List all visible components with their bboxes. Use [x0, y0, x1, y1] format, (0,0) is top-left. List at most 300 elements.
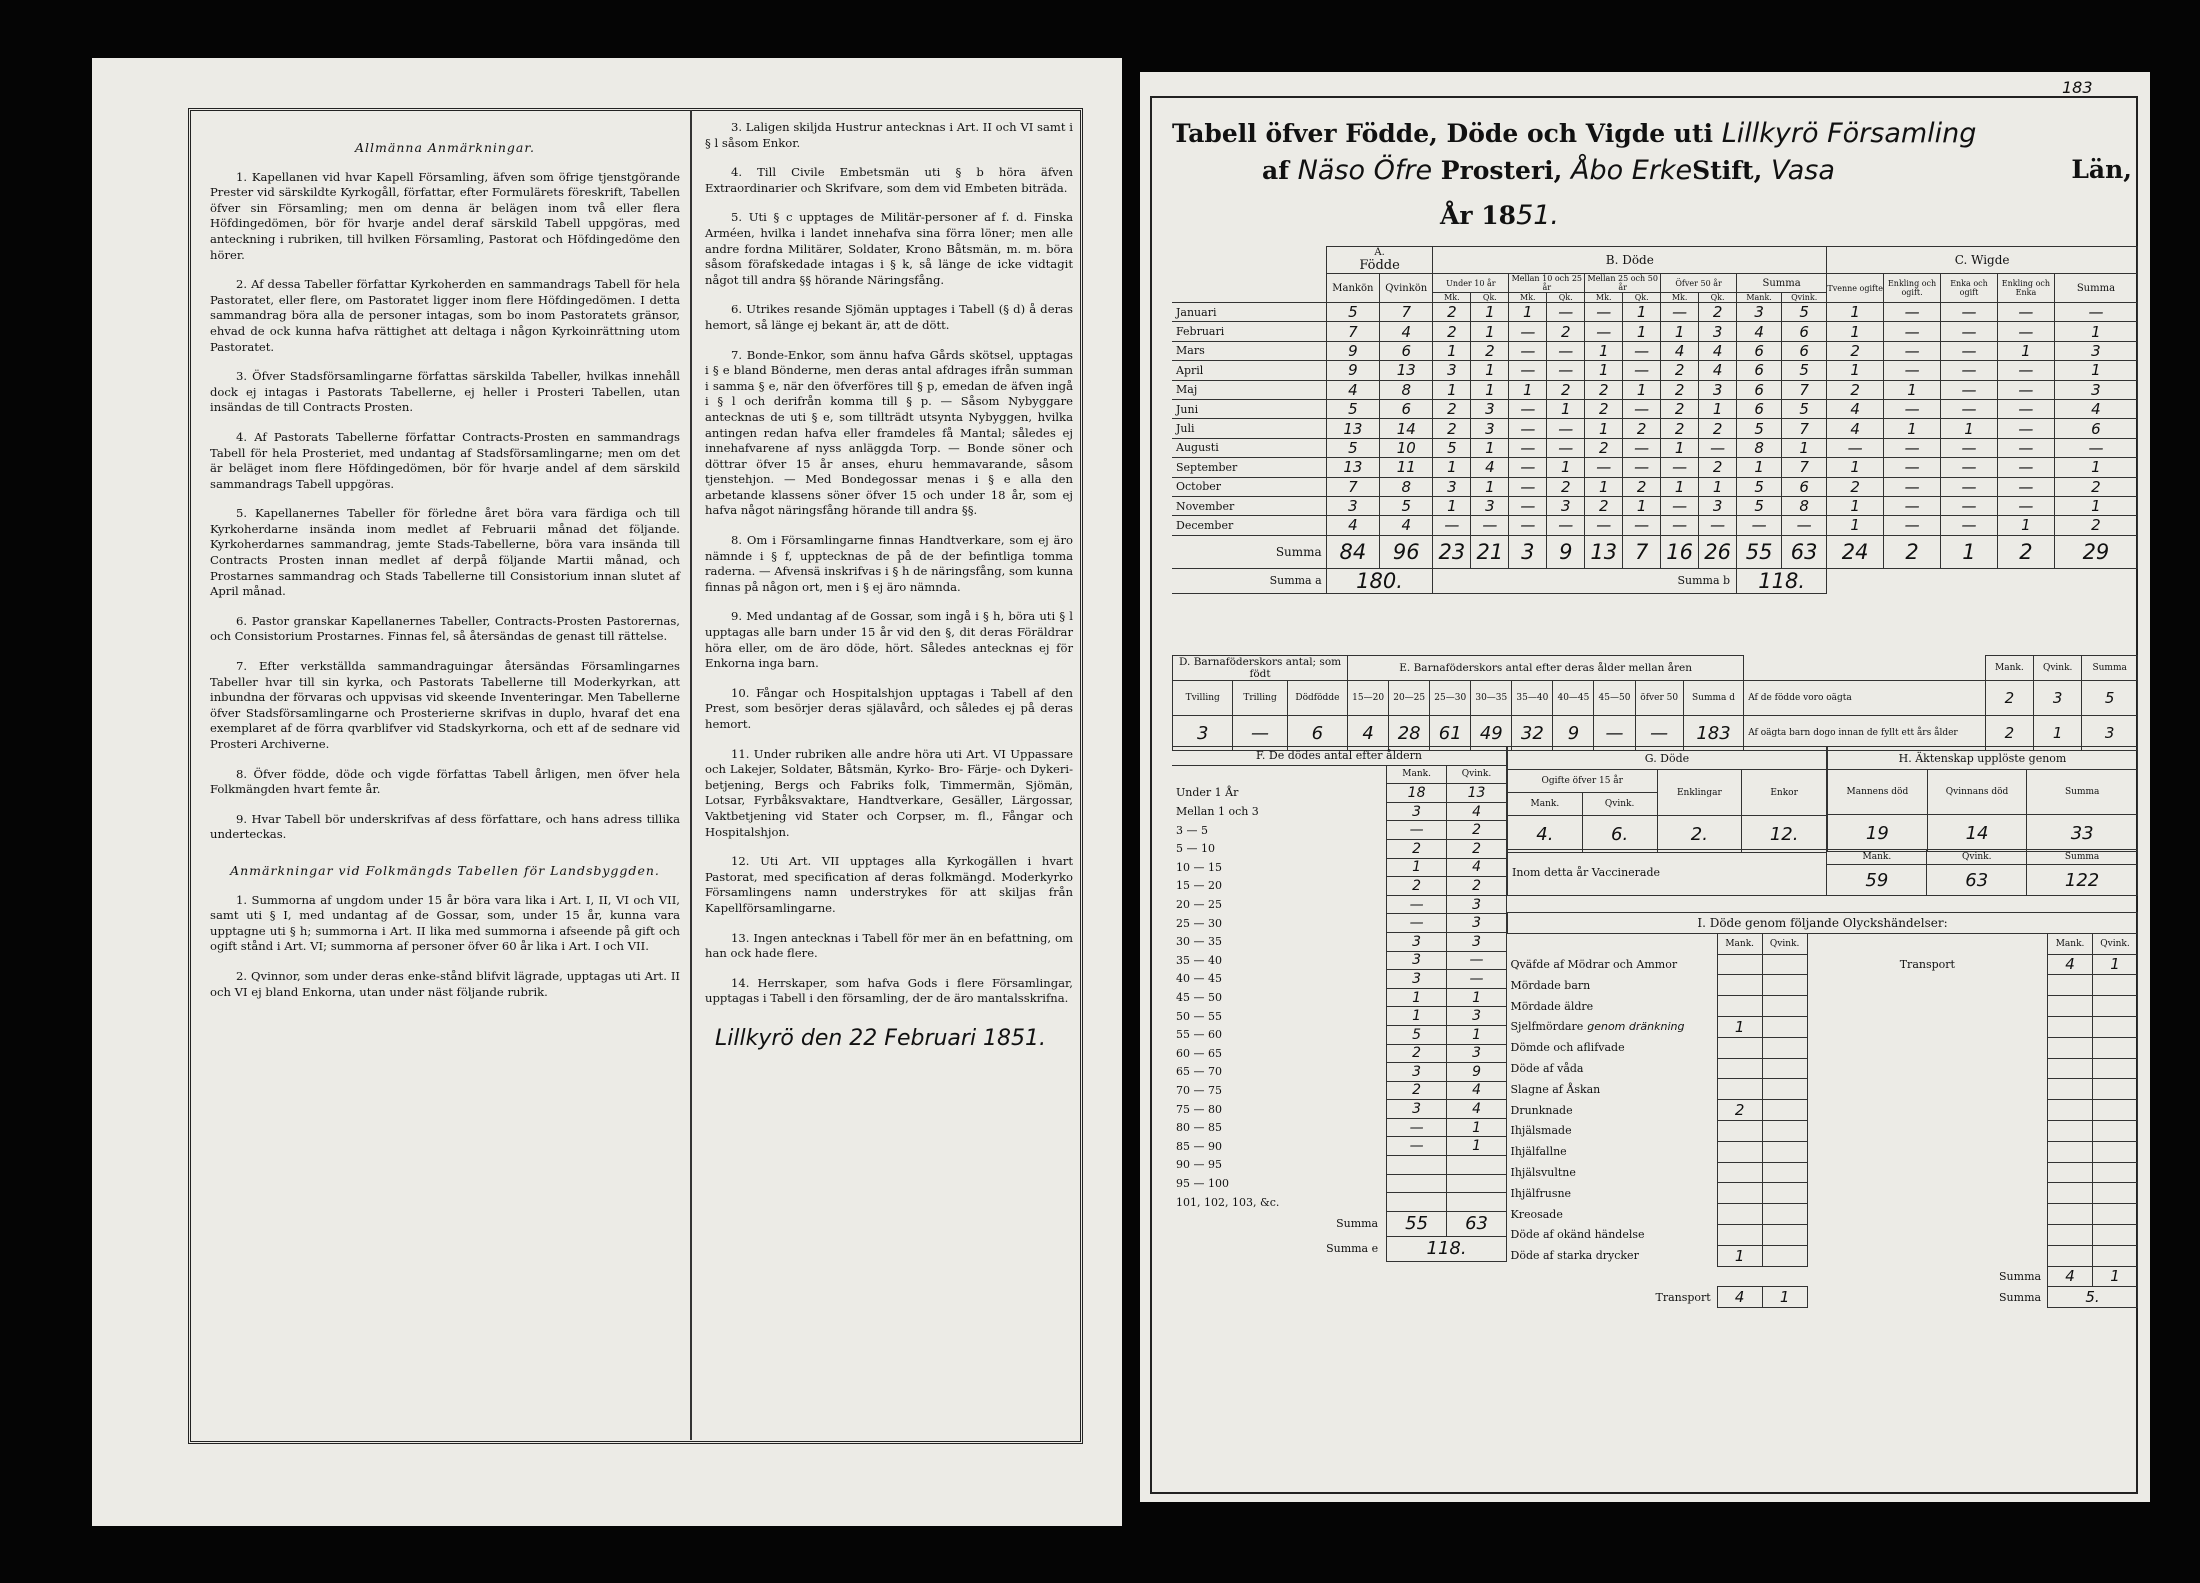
- marriages-cell: 1: [1827, 361, 1884, 380]
- deaths-cell: —: [1623, 399, 1661, 418]
- births-cell: 4: [1326, 516, 1379, 535]
- i-transport-mank: 4: [2048, 954, 2093, 975]
- deaths-cell: 5: [1782, 303, 1827, 322]
- summa-a-value: 180.: [1326, 568, 1433, 593]
- remarks-list-continued: [705, 120, 1073, 1007]
- births-cell: 5: [1326, 399, 1379, 418]
- blank-cell: [2048, 1120, 2093, 1141]
- deaths-cell: 2: [1471, 341, 1509, 360]
- marriages-cell: —: [1884, 322, 1941, 341]
- accident-label: [1508, 1016, 1718, 1037]
- deaths-female-cell: 4: [1447, 1100, 1507, 1119]
- marriages-cell: 1: [1827, 458, 1884, 477]
- marriages-cell: 2: [1827, 380, 1884, 399]
- accident-label-text: Ihjälsvultne: [1510, 1165, 1576, 1179]
- deaths-male-cell: 5: [1387, 1025, 1447, 1044]
- oagta-summa: 5: [2082, 681, 2138, 716]
- blank-cell: [2093, 1120, 2138, 1141]
- marriages-cell: 1: [1997, 516, 2054, 535]
- age-label: 15 — 20: [1176, 879, 1222, 893]
- accident-male-cell: [1717, 1141, 1762, 1162]
- accident-male-cell: [1717, 1037, 1762, 1058]
- i-summa-mank: 4: [2048, 1266, 2093, 1287]
- remark-paragraph: 9. Med undantag af de Gossar, som ingå i § h, böra uti § l upptagas alle barn under 15 år vid den §, dit deras Föräldrar höra eller, om de äro döde, hört. Således antecknas ej för Enkorna inga barn.: [705, 609, 1073, 671]
- b-25-50-header: Mellan 25 och 50 år: [1585, 274, 1661, 293]
- deaths-cell: 6: [1782, 341, 1827, 360]
- h-qvinnans-header: Qvinnans död: [1927, 770, 2027, 815]
- deaths-male-cell: 3: [1387, 951, 1447, 970]
- accident-row: [1508, 1120, 2138, 1141]
- deaths-female-cell: 3: [1447, 1044, 1507, 1063]
- age-row: [1172, 932, 1507, 951]
- births-cell: 4: [1380, 322, 1433, 341]
- age-row: [1172, 1193, 1507, 1212]
- mid-mank-header: Mank.: [1985, 656, 2033, 681]
- age-row: [1172, 1137, 1507, 1156]
- deaths-female-cell: 3: [1447, 1007, 1507, 1026]
- remark-paragraph: 8. Öfver födde, döde och vigde författas Tabell årligen, men öfver hela Folkmängden hvart femte år.: [210, 766, 680, 797]
- deaths-male-cell: —: [1387, 914, 1447, 933]
- age-value: —: [1635, 716, 1683, 751]
- marriages-cell: —: [1884, 303, 1941, 322]
- age-header: 30—35: [1471, 681, 1512, 716]
- remarks-list: [210, 170, 680, 843]
- c-summa-header: Summa: [2054, 274, 2137, 303]
- blank-cell: [1807, 1183, 2047, 1204]
- deaths-cell: —: [1623, 516, 1661, 535]
- marriages-cell: —: [1941, 458, 1998, 477]
- blank-cell: [1762, 1266, 1807, 1287]
- accident-row: [1508, 1037, 2138, 1058]
- g-ogifte-header: Ogifte öfver 15 år: [1508, 770, 1658, 793]
- marriages-cell: 1: [2054, 361, 2137, 380]
- h-mannens-header: Mannens död: [1828, 770, 1928, 815]
- b-mk-header: Mk.: [1585, 293, 1623, 303]
- deaths-cell: —: [1509, 516, 1547, 535]
- births-cell: 5: [1326, 438, 1379, 457]
- age-header: 25—30: [1430, 681, 1471, 716]
- deaths-cell: —: [1547, 419, 1585, 438]
- oagta-dead-summa: 3: [2082, 716, 2138, 751]
- blank-cell: [2048, 1141, 2093, 1162]
- summa-b-cell: 13: [1585, 535, 1623, 568]
- marriages-cell: —: [1941, 322, 1998, 341]
- month-label: Februari: [1172, 322, 1326, 341]
- remark-paragraph: 2. Qvinnor, som under deras enke-stånd blifvit lägrade, upptagas uti Art. II och VI ej bland Enkorna, utan under näst följande rubrik.: [210, 968, 680, 999]
- deaths-cell: 1: [1661, 477, 1699, 496]
- deaths-cell: 1: [1737, 458, 1782, 477]
- section-b-header: B. Döde: [1433, 247, 1827, 274]
- marriages-cell: 4: [2054, 399, 2137, 418]
- month-row: [1172, 322, 2138, 341]
- h-title: H. Äktenskap upplöste genom: [1828, 747, 2138, 770]
- marriages-cell: 1: [1827, 322, 1884, 341]
- marriages-cell: —: [1997, 380, 2054, 399]
- blank-cell: [1807, 1141, 2047, 1162]
- blank-cell: [2093, 1058, 2138, 1079]
- summa-b-cell: 55: [1737, 535, 1782, 568]
- deaths-cell: 1: [1471, 477, 1509, 496]
- accident-row: [1508, 1079, 2138, 1100]
- blank-cell: [2048, 1079, 2093, 1100]
- deaths-cell: 7: [1782, 419, 1827, 438]
- signature-place: Lillkyrö: [715, 1025, 794, 1051]
- deaths-male-cell: —: [1387, 821, 1447, 840]
- signature: [715, 1025, 1073, 1051]
- deaths-by-age-table: [1172, 746, 1507, 1262]
- marriages-cell: —: [1827, 438, 1884, 457]
- h-summa-value: 33: [2027, 815, 2138, 852]
- deaths-cell: 2: [1585, 380, 1623, 399]
- deaths-cell: —: [1547, 303, 1585, 322]
- deaths-male-cell: 2: [1387, 1044, 1447, 1063]
- births-cell: 9: [1326, 361, 1379, 380]
- f-summa-qvink: 63: [1447, 1211, 1507, 1236]
- deaths-male-cell: 1: [1387, 1007, 1447, 1026]
- deaths-cell: —: [1509, 496, 1547, 515]
- deaths-cell: 1: [1585, 361, 1623, 380]
- deaths-cell: 3: [1433, 477, 1471, 496]
- deaths-cell: 2: [1585, 496, 1623, 515]
- age-label: 3 — 5: [1176, 823, 1208, 837]
- births-cell: 14: [1380, 419, 1433, 438]
- blank-cell: [2093, 975, 2138, 996]
- g-mank-header: Mank.: [1508, 793, 1583, 816]
- marriages-cell: —: [1941, 303, 1998, 322]
- deaths-cell: 6: [1782, 322, 1827, 341]
- accident-label: [1508, 1245, 1718, 1266]
- marriages-cell: —: [1997, 477, 2054, 496]
- blank-cell: [1807, 975, 2047, 996]
- accident-label-text: Döde af okänd händelse: [1510, 1228, 1645, 1242]
- accident-label-text: Ihjälfrusne: [1510, 1186, 1572, 1200]
- summa-a-mankon: 84: [1326, 535, 1379, 568]
- i-transport2-label: Transport: [1655, 1290, 1711, 1304]
- age-header: 15—20: [1348, 681, 1389, 716]
- vacc-label: Inom detta år Vaccinerade: [1508, 850, 1827, 896]
- blank-cell: [1717, 1266, 1762, 1287]
- accident-row: [1508, 1204, 2138, 1225]
- summa-label: Summa: [1172, 535, 1326, 568]
- accident-row: [1508, 1162, 2138, 1183]
- deaths-cell: 6: [1737, 341, 1782, 360]
- summa-b-cell: 23: [1433, 535, 1471, 568]
- deaths-male-cell: 3: [1387, 1100, 1447, 1119]
- accident-female-cell: [1762, 1245, 1807, 1266]
- deaths-cell: 3: [1433, 361, 1471, 380]
- marriages-cell: —: [1997, 496, 2054, 515]
- register-title: [1172, 118, 1976, 149]
- i-transport-label: Transport: [1899, 957, 1955, 971]
- h-qvinnans-value: 14: [1927, 815, 2027, 852]
- deaths-cell: —: [1547, 341, 1585, 360]
- births-cell: 6: [1380, 341, 1433, 360]
- age-label: 95 — 100: [1176, 1176, 1229, 1190]
- stift-name: Åbo Erke: [1571, 155, 1693, 186]
- deaths-cell: —: [1509, 477, 1547, 496]
- b-qvink-header: Qvink.: [1782, 293, 1827, 303]
- deaths-cell: 2: [1699, 458, 1737, 477]
- age-label: 85 — 90: [1176, 1139, 1222, 1153]
- remark-paragraph: 14. Herrskaper, som hafva Gods i flere Församlingar, upptagas i Tabell i den församling, der de äro mantalsskrifna.: [705, 975, 1073, 1006]
- accident-female-cell: [1762, 1141, 1807, 1162]
- month-row: [1172, 419, 2138, 438]
- accident-female-cell: [1762, 1162, 1807, 1183]
- deaths-cell: 1: [1509, 303, 1547, 322]
- deaths-cell: 3: [1471, 419, 1509, 438]
- age-label: 45 — 50: [1176, 991, 1222, 1005]
- marriages-cell: 3: [2054, 341, 2137, 360]
- f-body: [1172, 784, 1507, 1212]
- deaths-cell: 7: [1782, 458, 1827, 477]
- accident-label: [1508, 1141, 1718, 1162]
- blank-cell: [2093, 1245, 2138, 1266]
- accident-female-cell: [1762, 1079, 1807, 1100]
- year-label: År 18: [1440, 201, 1517, 230]
- age-row: [1172, 1100, 1507, 1119]
- blank-cell: [2048, 1100, 2093, 1121]
- age-row: [1172, 951, 1507, 970]
- vacc-summa-header: Summa: [2027, 850, 2138, 865]
- age-label: 40 — 45: [1176, 972, 1222, 986]
- accident-row: [1508, 954, 2138, 975]
- age-value: 4: [1348, 716, 1389, 751]
- year-value: 51.: [1516, 200, 1560, 231]
- marriages-cell: —: [1884, 496, 1941, 515]
- deaths-female-cell: 9: [1447, 1063, 1507, 1082]
- accident-female-cell: [1762, 1037, 1807, 1058]
- remark-paragraph: 5. Kapellanernes Tabeller för förledne året böra vara färdiga och till Kyrkoherdarne insända inom medlet af Februarii månad det följande. Kyrkoherdarnes sammandrag, jemte Stads-Tabellerne, böra vara insända till Contracts Prosten innan medlet af derpå följande Martii månad, och Prostarnes sammandrag och Stads Tabellerne till Consistorium innan slutet af April månad.: [210, 506, 680, 599]
- accident-female-cell: [1762, 996, 1807, 1017]
- age-label: 65 — 70: [1176, 1065, 1222, 1079]
- marriages-cell: 1: [1997, 341, 2054, 360]
- marriages-cell: —: [1997, 419, 2054, 438]
- deaths-cell: 1: [1433, 341, 1471, 360]
- age-row: [1172, 988, 1507, 1007]
- i-transport2-qvink: 1: [1762, 1287, 1807, 1308]
- blank-cell: [1807, 996, 2047, 1017]
- deaths-cell: 2: [1623, 477, 1661, 496]
- marriages-cell: —: [1997, 458, 2054, 477]
- blank-cell: [1807, 1224, 2047, 1245]
- accident-row: [1508, 996, 2138, 1017]
- age-label: 25 — 30: [1176, 916, 1222, 930]
- month-row: [1172, 496, 2138, 515]
- accident-female-cell: [1762, 1183, 1807, 1204]
- marriages-cell: —: [1997, 303, 2054, 322]
- vacc-qvink: 63: [1927, 865, 2027, 896]
- b-mank-header: Mank.: [1737, 293, 1782, 303]
- age-label: 5 — 10: [1176, 842, 1215, 856]
- marriages-cell: —: [1997, 322, 2054, 341]
- deaths-cell: —: [1699, 516, 1737, 535]
- deaths-cell: 1: [1471, 438, 1509, 457]
- accident-label-text: Ihjälfallne: [1510, 1145, 1567, 1159]
- accident-male-cell: [1717, 1058, 1762, 1079]
- accident-male-cell: 1: [1717, 1245, 1762, 1266]
- marriages-cell: 6: [2054, 419, 2137, 438]
- register-subtitle: [1262, 155, 2132, 186]
- accident-label: [1508, 1120, 1718, 1141]
- accident-female-cell: [1762, 1224, 1807, 1245]
- deaths-cell: 2: [1661, 419, 1699, 438]
- births-cell: 7: [1326, 477, 1379, 496]
- marriages-cell: 4: [1827, 419, 1884, 438]
- deaths-cell: 6: [1782, 477, 1827, 496]
- accident-row: [1508, 1100, 2138, 1121]
- deaths-cell: 1: [1471, 303, 1509, 322]
- deaths-cell: 5: [1782, 399, 1827, 418]
- marriages-cell: —: [1941, 361, 1998, 380]
- marriages-cell: 2: [2054, 477, 2137, 496]
- dissolved-marriages-table: [1827, 746, 2138, 852]
- deaths-cell: 1: [1547, 399, 1585, 418]
- remark-paragraph: 4. Till Civile Embetsmän uti § b höra äfven Extraordinarier och Skrifvare, som dem vid Embeten biträda.: [705, 165, 1073, 195]
- age-label: 101, 102, 103, &c.: [1176, 1195, 1280, 1209]
- deaths-cell: 5: [1737, 496, 1782, 515]
- deaths-cell: 1: [1471, 361, 1509, 380]
- b-qk-header: Qk.: [1699, 293, 1737, 303]
- blank-cell: [2093, 1016, 2138, 1037]
- b-under10-header: Under 10 år: [1433, 274, 1509, 293]
- accident-male-cell: [1717, 1204, 1762, 1225]
- deaths-cell: 1: [1509, 380, 1547, 399]
- month-row: [1172, 303, 2138, 322]
- accident-label-text: Mördade barn: [1510, 978, 1591, 992]
- deaths-female-cell: —: [1447, 951, 1507, 970]
- marriages-cell: —: [1884, 516, 1941, 535]
- blank-cell: [2093, 1100, 2138, 1121]
- accident-label-text: Kreosade: [1510, 1207, 1563, 1221]
- deaths-female-cell: 1: [1447, 988, 1507, 1007]
- deaths-cell: 1: [1471, 380, 1509, 399]
- age-row: [1172, 1118, 1507, 1137]
- deaths-cell: 6: [1737, 380, 1782, 399]
- blank-cell: [2048, 1037, 2093, 1058]
- age-header: Summa d: [1683, 681, 1743, 716]
- blank-cell: [1807, 1245, 2047, 1266]
- month-label: November: [1172, 496, 1326, 515]
- marriages-cell: —: [1941, 516, 1998, 535]
- month-label: Mars: [1172, 341, 1326, 360]
- marriages-cell: —: [2054, 303, 2137, 322]
- births-cell: 4: [1326, 380, 1379, 399]
- blank-cell: [1807, 933, 2047, 954]
- f-summa-label: Summa: [1336, 1217, 1379, 1231]
- trilling-header: Trilling: [1233, 681, 1287, 716]
- births-cell: 8: [1380, 380, 1433, 399]
- summa-a-qvinkon: 96: [1380, 535, 1433, 568]
- age-value: 61: [1430, 716, 1471, 751]
- marriages-cell: —: [2054, 438, 2137, 457]
- marriages-cell: 1: [1884, 419, 1941, 438]
- marriages-cell: 2: [1827, 477, 1884, 496]
- remark-paragraph: 2. Af dessa Tabeller författar Kyrkoherden en sammandrags Tabell för hela Pastoratet, eller flere, om Pastoratet ligger inom flere Höfdingedömen. I detta sammandrag böra alla de personer intagas, som bo inom Pastoratets gränsor, ehvad de ock kunna hafva rättighet att deltaga i någon Kyrkoinrättning utom Pastoratet.: [210, 277, 680, 354]
- accident-female-cell: [1762, 1016, 1807, 1037]
- marriages-cell: —: [1941, 380, 1998, 399]
- births-cell: 4: [1380, 516, 1433, 535]
- deaths-cell: 5: [1737, 419, 1782, 438]
- age-label: 60 — 65: [1176, 1046, 1222, 1060]
- marriages-cell: —: [1997, 361, 2054, 380]
- accident-row: [1508, 975, 2138, 996]
- deaths-cell: 2: [1661, 399, 1699, 418]
- remark-paragraph: 8. Om i Församlingarne finnas Handtverkare, som ej äro nämnde i § f, upptecknas de på de der befintliga tomma raderna. — Afvensä inskrifvas i § h de näringsfång, som kunna finnas på någon ort, men i § ej äro nämnda.: [705, 533, 1073, 594]
- deaths-female-cell: 2: [1447, 839, 1507, 858]
- age-row: [1172, 821, 1507, 840]
- births-cell: 9: [1326, 341, 1379, 360]
- deaths-male-cell: —: [1387, 895, 1447, 914]
- blank-cell: [2093, 1141, 2138, 1162]
- vacc-qvink-header: Qvink.: [1927, 850, 2027, 865]
- marriages-cell: —: [1884, 458, 1941, 477]
- deaths-cell: 2: [1699, 419, 1737, 438]
- accident-label-text: Ihjälsmade: [1510, 1124, 1572, 1138]
- i-mank-header: Mank.: [1717, 933, 1762, 954]
- accident-label-text: Sjelfmördare: [1510, 1020, 1584, 1034]
- a-qvinkon-header: Qvinkön: [1380, 274, 1433, 303]
- remark-paragraph: 6. Pastor granskar Kapellanernes Tabeller, Contracts-Prosten Pastorernas, och Consistorium Prostarnes. Finnas fel, så återsändas de genast till rättelse.: [210, 613, 680, 644]
- marriages-cell: 1: [1941, 419, 1998, 438]
- age-row: [1172, 970, 1507, 989]
- month-label: Maj: [1172, 380, 1326, 399]
- blank-cell: [1807, 1204, 2047, 1225]
- marriages-cell: 1: [1827, 516, 1884, 535]
- births-cell: 7: [1326, 322, 1379, 341]
- blank-cell: [2048, 1162, 2093, 1183]
- g-ogifte-mank: 4.: [1508, 816, 1583, 853]
- section-c-header: C. Wigde: [1827, 247, 2138, 274]
- deaths-cell: —: [1547, 361, 1585, 380]
- accident-male-cell: [1717, 1183, 1762, 1204]
- accident-female-cell: [1762, 975, 1807, 996]
- deaths-cell: 5: [1737, 477, 1782, 496]
- deaths-male-cell: 3: [1387, 1063, 1447, 1082]
- blank-cell: [1807, 1100, 2047, 1121]
- blank-cell: [2093, 1037, 2138, 1058]
- deaths-cell: —: [1699, 438, 1737, 457]
- i-transport2-mank: 4: [1717, 1287, 1762, 1308]
- summa-b-cell: 9: [1547, 535, 1585, 568]
- age-row: [1172, 1156, 1507, 1175]
- deaths-cell: 1: [1782, 438, 1827, 457]
- accident-male-cell: 1: [1717, 1016, 1762, 1037]
- age-row: [1172, 914, 1507, 933]
- blank-cell: [1807, 1058, 2047, 1079]
- births-cell: 7: [1380, 303, 1433, 322]
- deaths-cell: —: [1623, 361, 1661, 380]
- f-title: F. De dödes antal efter åldern: [1172, 747, 1507, 766]
- deaths-cell: 3: [1471, 496, 1509, 515]
- births-cell: 5: [1326, 303, 1379, 322]
- accident-label: [1508, 1058, 1718, 1079]
- deaths-cell: 1: [1661, 322, 1699, 341]
- summa-c-cell: 2: [1997, 535, 2054, 568]
- blank-cell: [2093, 1204, 2138, 1225]
- column-divider: [690, 110, 692, 1440]
- accident-female-cell: [1762, 1204, 1807, 1225]
- marriages-cell: —: [1884, 477, 1941, 496]
- dodfodde-value: 6: [1287, 716, 1347, 751]
- deaths-male-cell: 1: [1387, 988, 1447, 1007]
- i-qvink-header-right: Qvink.: [2093, 933, 2138, 954]
- deaths-cell: 6: [1737, 399, 1782, 418]
- deaths-male-cell: 2: [1387, 877, 1447, 896]
- deaths-cell: 1: [1699, 399, 1737, 418]
- accident-label-text: Döde af våda: [1510, 1061, 1584, 1075]
- births-cell: 11: [1380, 458, 1433, 477]
- age-label: 55 — 60: [1176, 1028, 1222, 1042]
